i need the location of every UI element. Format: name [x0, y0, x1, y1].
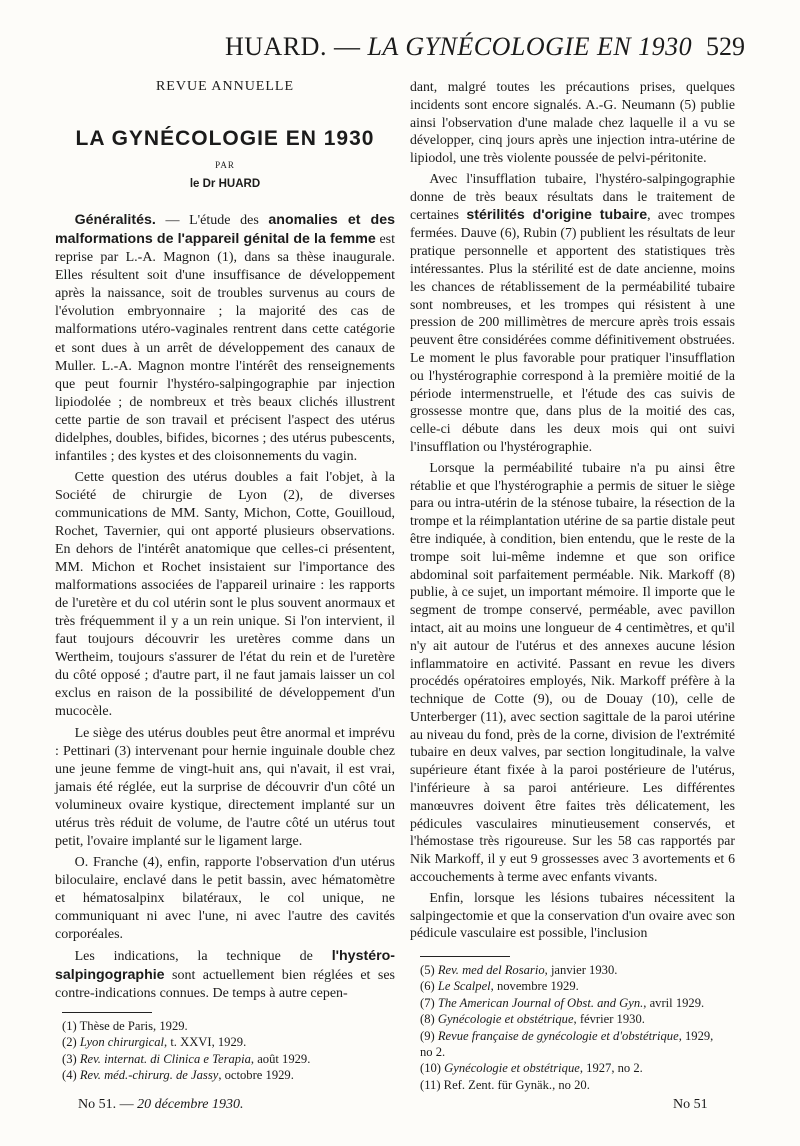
paragraph-enfin: Enfin, lorsque les lésions tubaires nécessitent la salpingectomie et que la conservation d'un ovaire avec son pédicule vasculaire est possible, l'inclusion — [410, 889, 735, 941]
paragraph-insufflation — [410, 170, 735, 456]
bold-term-sterilites: stérilités d'origine tubaire — [466, 206, 648, 223]
footnote-rule — [62, 1012, 152, 1013]
byline-author: le Dr HUARD — [189, 178, 261, 191]
text-span: , avec trompes fermées. Dauve (6), Rubin (7) publient les résultats de leur pratique personnelle et apportent des statistiques très intéressantes. Plus la stérilité est de date ancienne, moins les chances de rétablissement de la perméabilité tubaire sont nombreuses, et les trompes qui résistent à une pression de 200 millimètres de mercure après trois essais peuvent être considérées comme définitivement obstruées. Le moment le plus favorable pour pratiquer l'insufflation ou l'hystérographie correspond à la première moitié de la période intermenstruelle, et l'étude des cas suivis de grossesse montre que, dans plus de la moitié des cas, celle-ci débute dans les deux mois qui ont suivi l'insufflation ou l'hystérographie. — [410, 206, 735, 454]
footnote: no 2. — [420, 1045, 446, 1060]
text-span: — L'étude des — [155, 213, 269, 229]
right-column — [410, 78, 735, 942]
paragraph-indications — [55, 947, 395, 1003]
paragraph-franche: O. Franche (4), enfin, rapporte l'observation d'un utérus biloculaire, enclavé dans le petit bassin, avec hématomètre et hématosalpinx bilatéraux, le col unique, ne communiquant ni avec l'une, ni avec l'autre des cavités corporéales. — [55, 854, 395, 943]
running-title — [225, 32, 692, 62]
byline-par: PAR — [215, 160, 235, 171]
issue-number: No 51. — — [78, 1097, 138, 1112]
footnote-rule — [420, 956, 510, 957]
issue-footer-right: No 51 — [673, 1097, 708, 1112]
left-column — [55, 78, 395, 1003]
footnote: (10) Gynécologie et obstétrique, 1927, no 2. — [420, 1061, 643, 1076]
paragraph-uterus-doubles: Cette question des utérus doubles a fait l'objet, à la Société de chirurgie de Lyon (2), de diverses communications de MM. Santy, Michon, Cotte, Gouilloud, Rochet, Tavernier, qui ont apporté plusieurs observations. En dehors de l'intérêt anatomique que celles-ci présentent, MM. Michon et Rochet insistaient sur l'importance des malformations associées de l'appareil urinaire : les rapports de l'uretère et du col utérin sont le plus souvent anormaux et très fréquemment il y a un rein unique. Si l'on intervient, il faut toujours découvrir les uretères comme dans un Wertheim, toujours s'assurer de l'état du rein et de l'uretère du côté opposé ; d'autre part, il ne faut jamais laisser un col exclus en raison de la possibilité de développement d'un mucocèle. — [55, 469, 395, 720]
running-title-author: HUARD. — — [225, 32, 368, 61]
footnote: (11) Ref. Zent. für Gynäk., no 20. — [420, 1077, 590, 1092]
footnote: (9) Revue française de gynécologie et d'obstétrique, 1929, — [420, 1028, 714, 1043]
text-span: Avec l'insufflation tubaire, l'hystéro-salpingographie donne de très beaux résultats dans le traitement de certaines — [410, 170, 735, 222]
footnote: (5) Rev. med del Rosario, janvier 1930. — [420, 963, 618, 977]
text-span: Les indications, la technique de — [74, 949, 332, 965]
footnote: (2) Lyon chirurgical, t. XXVI, 1929. — [62, 1035, 247, 1050]
bold-term-anomalies: anomalies et des malformations de l'appareil génital de la femme — [55, 212, 395, 248]
section-rubric: REVUE ANNUELLE — [155, 79, 295, 94]
text-span: sont actuellement bien réglées et ses contre-indications connues. De temps à autre cepen- — [55, 968, 395, 1002]
running-header — [55, 32, 745, 68]
issue-date: 20 décembre 1930. — [137, 1097, 244, 1112]
footnote: (7) The American Journal of Obst. and Gyn., avril 1929. — [420, 995, 705, 1010]
paragraph-markoff: Lorsque la perméabilité tubaire n'a pu ainsi être rétablie et que l'hystérographie a permis de situer le siège para ou intra-utérin de la sténose tubaire, la résection de la trompe et la réimplantation utérine de sa partie distale peut être indiquée, à condition, bien entendu, que le reste de la trompe soit lui-même indemne et que son orifice abdominal soit parfaitement perméable. Nik. Markoff (8) publie, à ce sujet, un important mémoire. Il importe que le segment de trompe conservé, perméable, avec pavillon intact, ait au moins une longueur de 4 centimètres, et qu'il n'y ait autour de l'utérus et des annexes aucune lésion inflammatoire en activité. Passant en revue les divers procédés opératoires employés, Nik. Markoff préfère à la technique de Cotte (9), ou de Douay (10), celle de Unterberger (11), avec section sagittale de la paroi utérine au niveau du fond, près de la corne, division de l'extrémité tubaire en deux valves, par section longitudinale, la valve supérieure étant fixée à la paroi postérieure de l'utérus, l'inférieure à sa paroi antérieure. Les différentes manœuvres doivent être faites très délicatement, les pédicules vasculaires minutieusement conservés, et l'hémostase très rigoureuse. Sur les 58 cas rapportés par Nik Markoff, il y eut 9 grossesses avec 3 avortements et 6 accouchements à terme avec enfants vivants. — [410, 459, 735, 885]
text-span: est reprise par L.-A. Magnon (1), dans sa thèse inaugurale. Elles résultent soit d'une insuffisance de développement après la naissance, soit de troubles survenus au cours de l'évolution embryonnaire ; la majorité des cas de malformations utéro-vaginales rentrent dans cette catégorie et sont dues à un arrêt de développement des canaux de Muller. L.-A. Magnon montre l'intérêt des renseignements que peut fournir l'hystéro-salpingographie par injection lipiodolée ; de nombreux et très beaux clichés illustrent cette partie de son travail et précisent l'aspect des utérus didelphes, doubles, bifides, bicornes ; des utérus pubescents, infantiles ; des kystes et des cloisonnements du vagin. — [55, 232, 396, 464]
issue-footer-left — [78, 1097, 244, 1113]
footnote: (6) Le Scalpel, novembre 1929. — [420, 979, 579, 994]
article-title: LA GYNÉCOLOGIE EN 1930 — [75, 127, 375, 151]
footnote: (3) Rev. internat. di Clinica e Terapia, août 1929. — [62, 1051, 311, 1066]
page-number: 529 — [706, 32, 745, 61]
section-lead-generalites: Généralités. — [74, 212, 156, 229]
bold-term-hystero: l'hystéro-salpingographie — [55, 948, 395, 984]
footnotes-right — [420, 956, 740, 1093]
running-title-italic: LA GYNÉCOLOGIE EN 1930 — [367, 32, 693, 61]
paragraph-siege: Le siège des utérus doubles peut être anormal et imprévu : Pettinari (3) intervenant pour hernie inguinale double chez une jeune femme de vingt-huit ans, qui n'avait, il est vrai, jamais été réglée, eut la surprise de découvrir d'un côté un volumineux ovaire kystique, directement implanté sur un utérus très réduit de volume, de l'autre côté un utérus tout petit, l'ovaire implanté sur le ligament large. — [55, 725, 395, 849]
paragraph-generalites — [55, 211, 395, 466]
footnote: (1) Thèse de Paris, 1929. — [62, 1019, 188, 1033]
paragraph-neumann: dant, malgré toutes les précautions prises, quelques incidents sont encore signalés. A.-G. Neumann (5) publie ainsi l'observation d'une malade chez laquelle il a vu se développer, cinq jours après une injection intra-utérine de lipiodol, une très violente poussée de pelvi-péritonite. — [410, 79, 735, 166]
footnotes-left — [62, 1012, 392, 1084]
footnote: (4) Rev. méd.-chirurg. de Jassy, octobre 1929. — [62, 1068, 294, 1083]
footnote: (8) Gynécologie et obstétrique, février 1930. — [420, 1012, 645, 1027]
